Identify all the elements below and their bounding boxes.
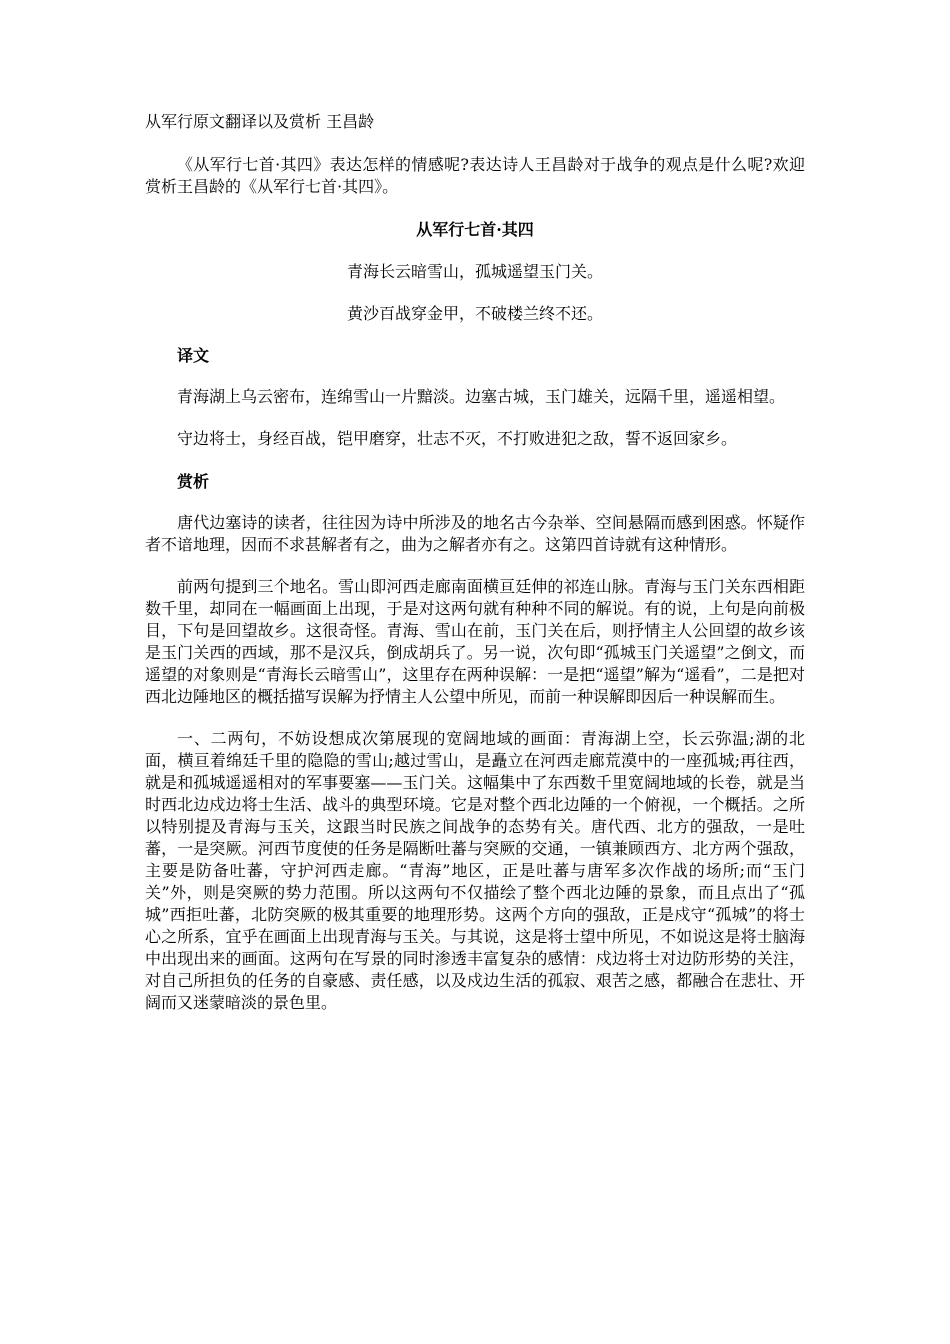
intro-paragraph: 《从军行七首·其四》表达怎样的情感呢?表达诗人王昌龄对于战争的观点是什么呢?欢迎赏析王昌龄的《从军行七首·其四》。 bbox=[145, 155, 805, 196]
analysis-heading: 赏析 bbox=[177, 472, 210, 491]
translation-paragraph-1: 青海湖上乌云密布，连绵雪山一片黯淡。边塞古城，玉门雄关，远隔千里，遥遥相望。 bbox=[177, 387, 786, 406]
analysis-paragraph-3: 一、二两句，不妨设想成次第展现的宽阔地域的画面：青海湖上空，长云弥温;湖的北面，横亘着绵廷千里的隐隐的雪山;越过雪山，是矗立在河西走廊荒漠中的一座孤城;再往西，就是和孤城遥遥相对的军事要塞——玉门关。这幅集中了东西数千里宽阔地域的长卷，就是当时西北边戍边将士生活、战斗的典型环境。它是对整个西北边陲的一个俯视，一个概括。之所以特别提及青海与玉关，这跟当时民族之间战争的态势有关。唐代西、北方的强敌，一是吐蕃，一是突厥。河西节度使的任务是隔断吐蕃与突厥的交通，一镇兼顾西方、北方两个强敌，主要是防备吐蕃，守护河西走廊。“青海”地区，正是吐蕃与唐军多次作战的场所;而“玉门关”外，则是突厥的势力范围。所以这两句不仅描绘了整个西北边陲的景象，而且点出了“孤城”西拒吐蕃，北防突厥的极其重要的地理形势。这两个方向的强敌，正是戍守“孤城”的将士心之所系，宜乎在画面上出现青海与玉关。与其说，这是将士望中所见，不如说这是将士脑海中出现出来的画面。这两句在写景的同时渗透丰富复杂的感情：戍边将士对边防形势的关注，对自己所担负的任务的自豪感、责任感，以及戍边生活的孤寂、艰苦之感，都融合在悲壮、开阔而又迷蒙暗淡的景色里。 bbox=[145, 729, 805, 1012]
poem-line-2: 黄沙百战穿金甲，不破楼兰终不还。 bbox=[346, 304, 603, 323]
document-title: 从军行原文翻译以及赏析 王昌龄 bbox=[145, 112, 375, 131]
analysis-paragraph-1: 唐代边塞诗的读者，往往因为诗中所涉及的地名古今杂举、空间悬隔而感到困惑。怀疑作者不谙地理，因而不求甚解者有之，曲为之解者亦有之。这第四首诗就有这种情形。 bbox=[145, 513, 805, 554]
translation-paragraph-2: 守边将士，身经百战，铠甲磨穿，壮志不灭，不打败进犯之敌，誓不返回家乡。 bbox=[177, 429, 738, 448]
translation-heading: 译文 bbox=[177, 346, 210, 365]
poem-title: 从军行七首·其四 bbox=[416, 220, 534, 239]
poem-line-1: 青海长云暗雪山，孤城遥望玉门关。 bbox=[346, 262, 603, 281]
document-page bbox=[145, 110, 805, 1034]
analysis-paragraph-2: 前两句提到三个地名。雪山即河西走廊南面横亘廷伸的祁连山脉。青海与玉门关东西相距数千里，却同在一幅画面上出现，于是对这两句就有种种不同的解说。有的说，上句是向前极目，下句是回望故乡。这很奇怪。青海、雪山在前，玉门关在后，则抒情主人公回望的故乡该是玉门关西的西域，那不是汉兵，倒成胡兵了。另一说，次句即“孤城玉门关遥望”之倒文，而遥望的对象则是“青海长云暗雪山”，这里存在两种误解：一是把“遥望”解为“遥看”，二是把对西北边陲地区的概括描写误解为抒情主人公望中所见，而前一种误解即因后一种误解而生。 bbox=[145, 577, 805, 706]
